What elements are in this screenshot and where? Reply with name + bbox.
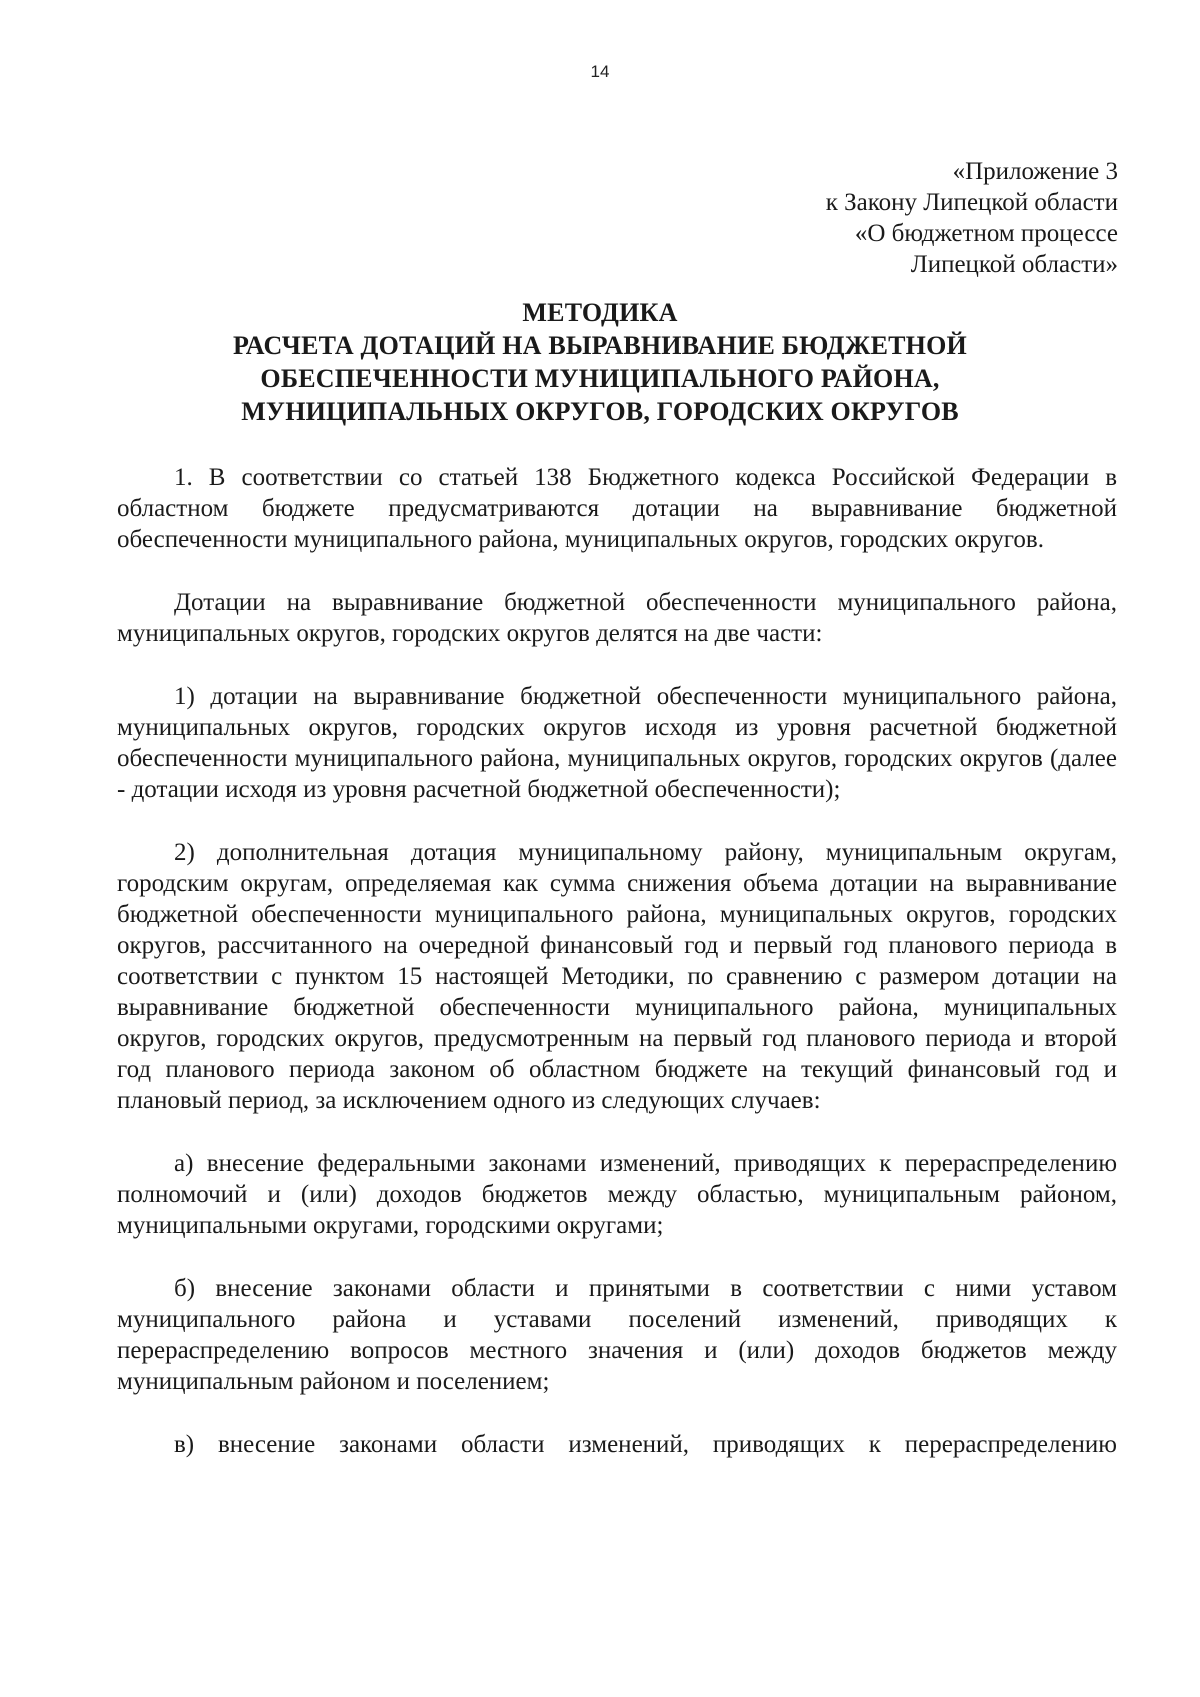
paragraph-subitem-v: в) внесение законами области изменений, приводящих к перераспределению [174, 1431, 1117, 1458]
appendix-line: к Закону Липецкой области [825, 189, 1118, 216]
paragraph-1: 1. В соответствии со статьей 138 Бюджетного кодекса Российской Федерации в областном бюджете предусматриваются дотации на выравнивание бюджетной обеспеченности муниципального района, муниципальных округов, городских округов. [117, 464, 1117, 553]
page-number: 14 [590, 62, 610, 81]
title-line: ОБЕСПЕЧЕННОСТИ МУНИЦИПАЛЬНОГО РАЙОНА, [260, 364, 940, 393]
title-line: МУНИЦИПАЛЬНЫХ ОКРУГОВ, ГОРОДСКИХ ОКРУГОВ [241, 397, 959, 426]
appendix-line: «Приложение 3 [952, 158, 1118, 185]
title-line: МЕТОДИКА [522, 298, 678, 327]
paragraph-item-2: 2) дополнительная дотация муниципальному району, муниципальным округам, городским округам, определяемая как сумма снижения объема дотации на выравнивание бюджетной обеспеченности муниципального района, муниципальных округов, городских округов, рассчитанного на очередной финансовый год и первый год планового периода в соответствии с пунктом 15 настоящей Методики, по сравнению с размером дотации на выравнивание бюджетной обеспеченности муниципального района, муниципальных округов, городских округов, предусмотренным на первый год планового периода и второй год планового периода законом об областном бюджете на текущий финансовый год и плановый период, за исключением одного из следующих случаев: [117, 839, 1117, 1114]
title-line: РАСЧЕТА ДОТАЦИЙ НА ВЫРАВНИВАНИЕ БЮДЖЕТНОЙ [233, 331, 967, 360]
appendix-line: Липецкой области» [910, 251, 1118, 278]
paragraph-2: Дотации на выравнивание бюджетной обеспеченности муниципального района, муниципальных округов, городских округов делятся на две части: [117, 589, 1117, 647]
paragraph-subitem-b: б) внесение законами области и принятыми в соответствии с ними уставом муниципального района и уставами поселений изменений, приводящих к перераспределению вопросов местного значения и (или) доходов бюджетов между муниципальным районом и поселением; [117, 1275, 1117, 1395]
paragraph-item-1: 1) дотации на выравнивание бюджетной обеспеченности муниципального района, муниципальных округов, городских округов исходя из уровня расчетной бюджетной обеспеченности муниципального района, муниципальных округов, городских округов (далее - дотации исходя из уровня расчетной бюджетной обеспеченности); [117, 683, 1117, 803]
paragraph-subitem-a: а) внесение федеральными законами изменений, приводящих к перераспределению полномочий и (или) доходов бюджетов между областью, муниципальным районом, муниципальными округами, городскими округами; [117, 1150, 1117, 1239]
document-body [117, 462, 1117, 1491]
document-title [0, 296, 1200, 428]
appendix-reference [518, 156, 1118, 280]
appendix-line: «О бюджетном процессе [854, 220, 1118, 247]
